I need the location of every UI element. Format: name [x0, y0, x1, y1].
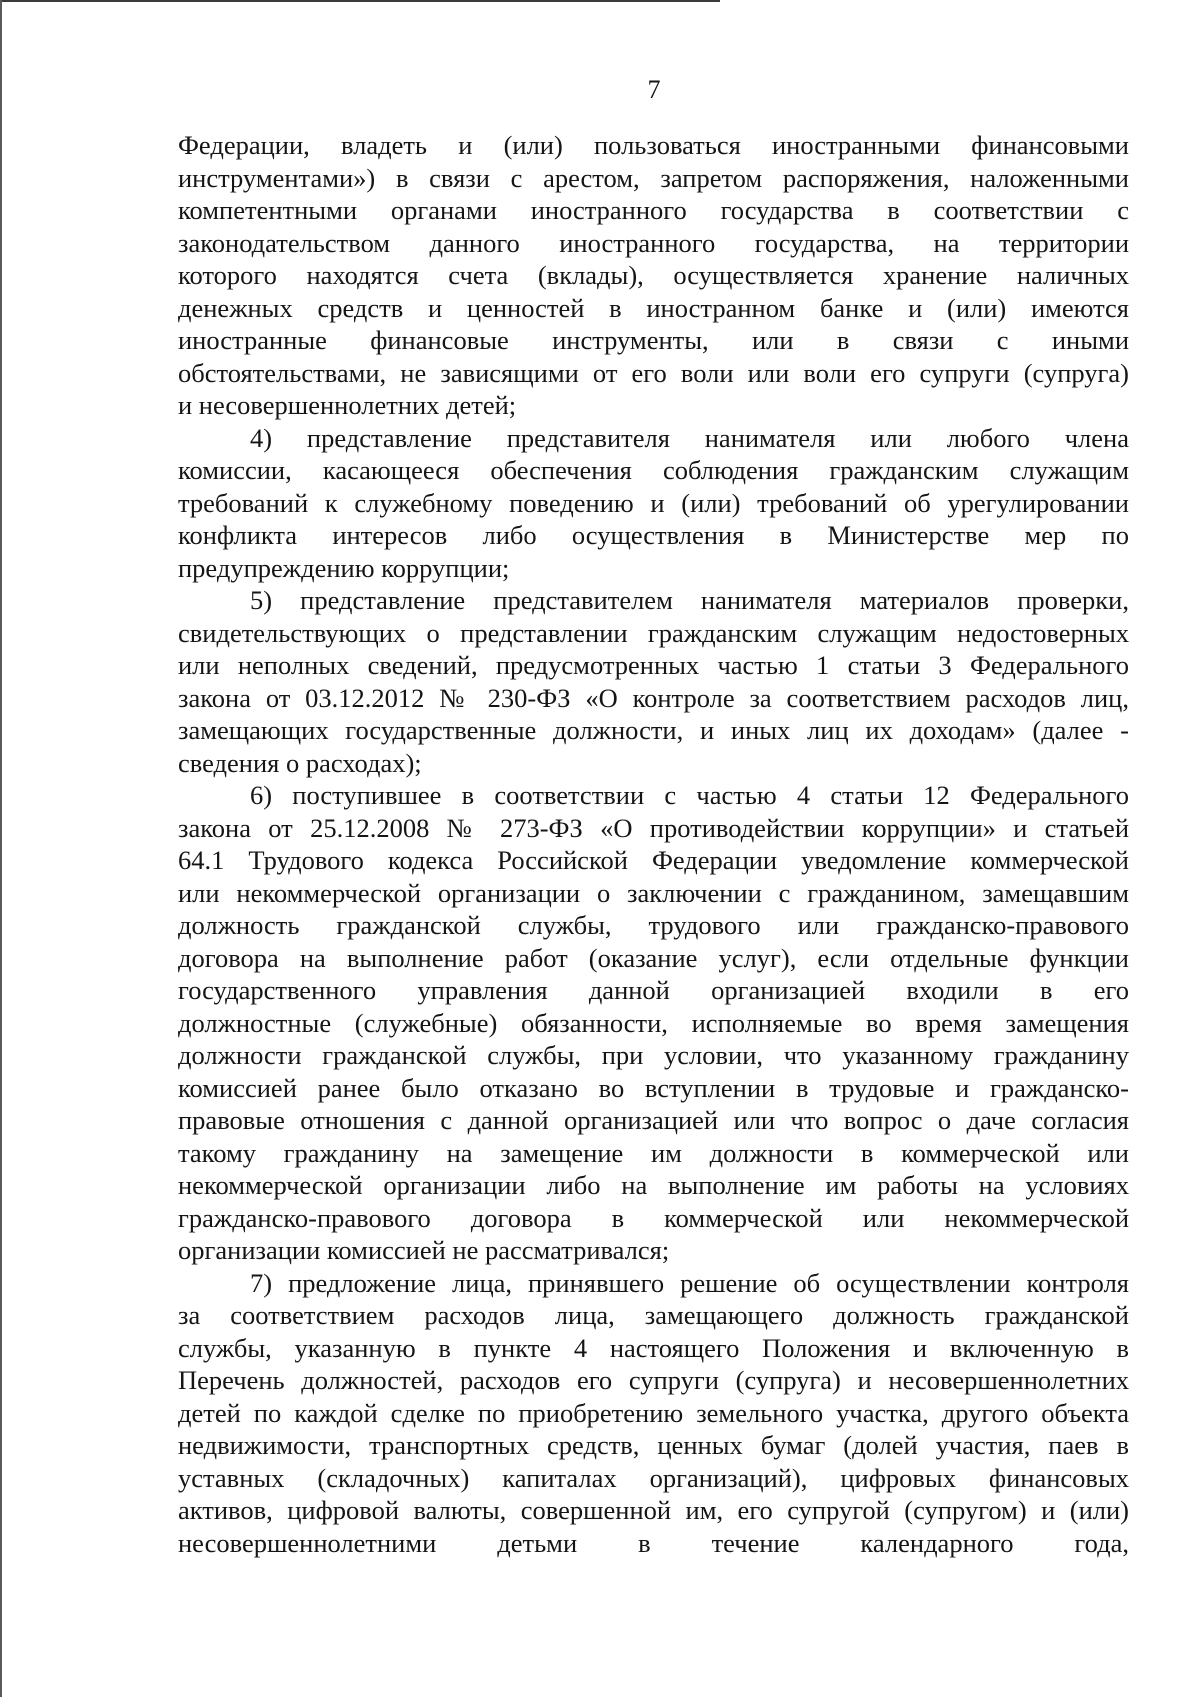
text-line: предупреждению коррупции;	[178, 552, 510, 583]
text-line: за соответствием расходов лица, замещающего должность гражданской	[178, 1300, 1129, 1330]
text-line: 7) предложение лица, принявшего решение об осуществлении контроля	[250, 1267, 1129, 1298]
text-line: договора на выполнение работ (оказание услуг), если отдельные функции	[178, 942, 1129, 973]
scan-edge-left	[0, 0, 2, 1697]
text-line: сведения о расходах);	[178, 747, 422, 778]
text-line: денежных средств и ценностей в иностранном банке и (или) имеются	[178, 292, 1129, 323]
text-line: требований к служебному поведению и (или) требований об урегулировании	[178, 487, 1129, 518]
text-line: свидетельствующих о представлении гражданским служащим недостоверных	[178, 617, 1129, 648]
text-line: инструментами») в связи с арестом, запретом распоряжения, наложенными	[178, 162, 1129, 193]
text-line: службы, указанную в пункте 4 настоящего Положения и включенную в	[178, 1332, 1129, 1363]
text-line: компетентными органами иностранного государства в соответствии с	[178, 195, 1129, 225]
page-number: 7	[647, 75, 661, 104]
text-line: 5) представление представителем нанимателя материалов проверки,	[250, 585, 1129, 615]
text-line: иностранные финансовые инструменты, или в связи с иными	[178, 325, 1129, 355]
text-line: гражданско-правового договора в коммерческой или некоммерческой	[178, 1202, 1129, 1233]
text-line: 64.1 Трудового кодекса Российской Федерации уведомление коммерческой	[178, 845, 1129, 875]
document-body	[178, 129, 1129, 1559]
text-line: несовершеннолетними детьми в течение календарного года,	[178, 1527, 1129, 1558]
text-line: конфликта интересов либо осуществления в Министерстве мер по	[178, 520, 1129, 550]
text-line: должности гражданской службы, при условии, что указанному гражданину	[178, 1040, 1129, 1070]
text-line: недвижимости, транспортных средств, ценных бумаг (долей участия, паев в	[178, 1430, 1129, 1460]
text-line: такому гражданину на замещение им должности в коммерческой или	[178, 1137, 1129, 1168]
scan-edge-top	[0, 0, 720, 2]
text-line: или неполных сведений, предусмотренных частью 1 статьи 3 Федерального	[178, 650, 1129, 680]
text-line: активов, цифровой валюты, совершенной им, его супругой (супругом) и (или)	[178, 1495, 1129, 1525]
text-line: некоммерческой организации либо на выполнение им работы на условиях	[178, 1170, 1129, 1200]
text-line: законодательством данного иностранного государства, на территории	[178, 227, 1129, 258]
text-line: и несовершеннолетних детей;	[178, 390, 517, 420]
text-line: комиссии, касающееся обеспечения соблюдения гражданским служащим	[178, 455, 1129, 485]
text-line: государственного управления данной организацией входили в его	[178, 975, 1129, 1005]
text-line: замещающих государственные должности, и иных лиц их доходам» (далее -	[178, 715, 1129, 745]
text-line: детей по каждой сделке по приобретению земельного участка, другого объекта	[178, 1397, 1129, 1428]
text-line: или некоммерческой организации о заключении с гражданином, замещавшим	[178, 877, 1129, 908]
text-line: организации комиссией не рассматривался;	[178, 1235, 670, 1265]
text-line: Перечень должностей, расходов его супруги (супруга) и несовершеннолетних	[178, 1365, 1129, 1395]
text-line: Федерации, владеть и (или) пользоваться иностранными финансовыми	[178, 130, 1129, 160]
text-line: правовые отношения с данной организацией или что вопрос о даче согласия	[178, 1105, 1129, 1135]
text-line: которого находятся счета (вклады), осуществляется хранение наличных	[178, 260, 1129, 290]
text-line: 4) представление представителя нанимателя или любого члена	[250, 422, 1129, 453]
text-line: уставных (складочных) капиталах организаций), цифровых финансовых	[178, 1462, 1129, 1493]
text-line: 6) поступившее в соответствии с частью 4 статьи 12 Федерального	[250, 780, 1129, 810]
text-line: обстоятельствами, не зависящими от его воли или воли его супруги (супруга)	[178, 357, 1129, 388]
text-line: должность гражданской службы, трудового или гражданско-правового	[178, 910, 1129, 940]
text-line: комиссией ранее было отказано во вступлении в трудовые и гражданско-	[178, 1072, 1129, 1103]
text-line: закона от 25.12.2008 № 273-ФЗ «О противодействии коррупции» и статьей	[178, 812, 1129, 843]
text-line: закона от 03.12.2012 № 230-ФЗ «О контроле за соответствием расходов лиц,	[178, 682, 1129, 713]
text-line: должностные (служебные) обязанности, исполняемые во время замещения	[178, 1007, 1129, 1038]
